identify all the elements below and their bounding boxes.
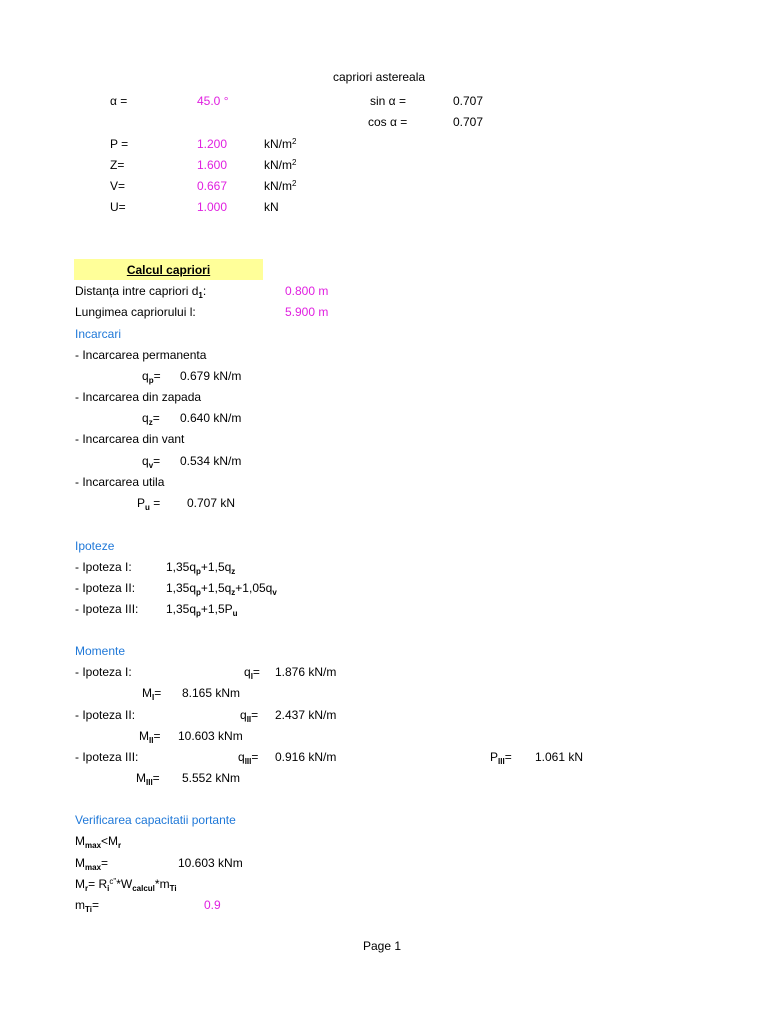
lungimea-label: Lungimea capriorului l: [75, 305, 196, 319]
mti-symbol: $m_{Ti}=$ [75, 898, 99, 914]
page-title: capriori astereala [333, 70, 426, 84]
p3-value: 1.061 kN [535, 750, 584, 764]
alpha-value: 45.0 ° [197, 94, 229, 108]
lungimea-value: 5.900 m [285, 305, 329, 319]
sin-label: sin α = [370, 94, 406, 108]
ipoteze-heading: Ipoteze [75, 539, 115, 553]
verificare-heading: Verificarea capacitatii portante [75, 813, 236, 827]
m1-value: 8.165 kNm [182, 686, 241, 700]
load-u-unit: kN [264, 200, 279, 214]
q2-symbol: $q_{II}=$ [240, 708, 259, 724]
ipoteza-3-formula: $1,35q_p+1,5P_u$ [166, 602, 238, 618]
q2-value: 2.437 kN/m [275, 708, 337, 722]
distanta-value: 0.800 m [285, 284, 329, 298]
qv-symbol: $q_v=$ [142, 454, 161, 470]
mr-formula: $M_r= R_i^{c"}*W_{calcul}*m_{Ti}$ [75, 877, 177, 893]
qv-value: 0.534 kN/m [180, 454, 242, 468]
moment-3-label: - Ipoteza III: [75, 750, 139, 764]
load-p-unit: $kN/m^2$ [264, 137, 297, 151]
incarcari-heading: Incarcari [75, 327, 122, 341]
load-u-value: 1.000 [197, 200, 228, 214]
ipoteza-1-label: - Ipoteza I: [75, 560, 132, 574]
qz-value: 0.640 kN/m [180, 411, 242, 425]
moment-1-label: - Ipoteza I: [75, 665, 132, 679]
incarcare-utila-label: - Incarcarea utila [75, 475, 165, 489]
m1-symbol: $M_I=$ [142, 686, 162, 702]
m2-symbol: $M_{II}=$ [139, 729, 161, 745]
ipoteza-1-formula: $1,35q_p+1,5q_z$ [166, 560, 236, 576]
load-z-label: Z= [110, 158, 125, 172]
distanta-label: Distanța intre capriori $d_1$: [75, 284, 207, 300]
alpha-label: α = [110, 94, 128, 108]
q1-value: 1.876 kN/m [275, 665, 337, 679]
qp-symbol: $q_p=$ [142, 369, 161, 385]
m2-value: 10.603 kNm [178, 729, 243, 743]
incarcare-vant-label: - Incarcarea din vant [75, 432, 185, 446]
cos-value: 0.707 [453, 115, 484, 129]
qp-value: 0.679 kN/m [180, 369, 242, 383]
mmax-symbol: $M_{max}=$ [75, 856, 109, 872]
sin-value: 0.707 [453, 94, 484, 108]
q3-symbol: $q_{III}=$ [238, 750, 259, 766]
load-p-label: P = [110, 137, 129, 151]
pu-value: 0.707 kN [187, 496, 236, 510]
momente-heading: Momente [75, 644, 126, 658]
incarcare-permanenta-label: - Incarcarea permanenta [75, 348, 207, 362]
mti-value: 0.9 [204, 898, 221, 912]
load-p-value: 1.200 [197, 137, 228, 151]
load-v-label: V= [110, 179, 126, 193]
page-number: Page 1 [363, 939, 402, 953]
moment-2-label: - Ipoteza II: [75, 708, 136, 722]
q1-symbol: $q_I=$ [244, 665, 260, 681]
p3-symbol: $P_{III}=$ [490, 750, 512, 766]
condition-mmax-lt-mr: $M_{max}<M_r$ [75, 834, 122, 850]
ipoteza-2-formula: $1,35q_p+1,5q_z+1,05q_v$ [166, 581, 277, 597]
load-v-value: 0.667 [197, 179, 228, 193]
pu-symbol: $P_u$ = [137, 496, 161, 512]
m3-value: 5.552 kNm [182, 771, 241, 785]
cos-label: cos α = [368, 115, 408, 129]
qz-symbol: $q_z=$ [142, 411, 160, 427]
incarcare-zapada-label: - Incarcarea din zapada [75, 390, 202, 404]
load-u-label: U= [110, 200, 126, 214]
ipoteza-3-label: - Ipoteza III: [75, 602, 139, 616]
q3-value: 0.916 kN/m [275, 750, 337, 764]
ipoteza-2-label: - Ipoteza II: [75, 581, 136, 595]
load-z-value: 1.600 [197, 158, 228, 172]
load-z-unit: $kN/m^2$ [264, 158, 297, 172]
m3-symbol: $M_{III}=$ [136, 771, 160, 787]
calcul-heading: Calcul capriori [74, 259, 263, 280]
mmax-value: 10.603 kNm [178, 856, 243, 870]
load-v-unit: $kN/m^2$ [264, 179, 297, 193]
